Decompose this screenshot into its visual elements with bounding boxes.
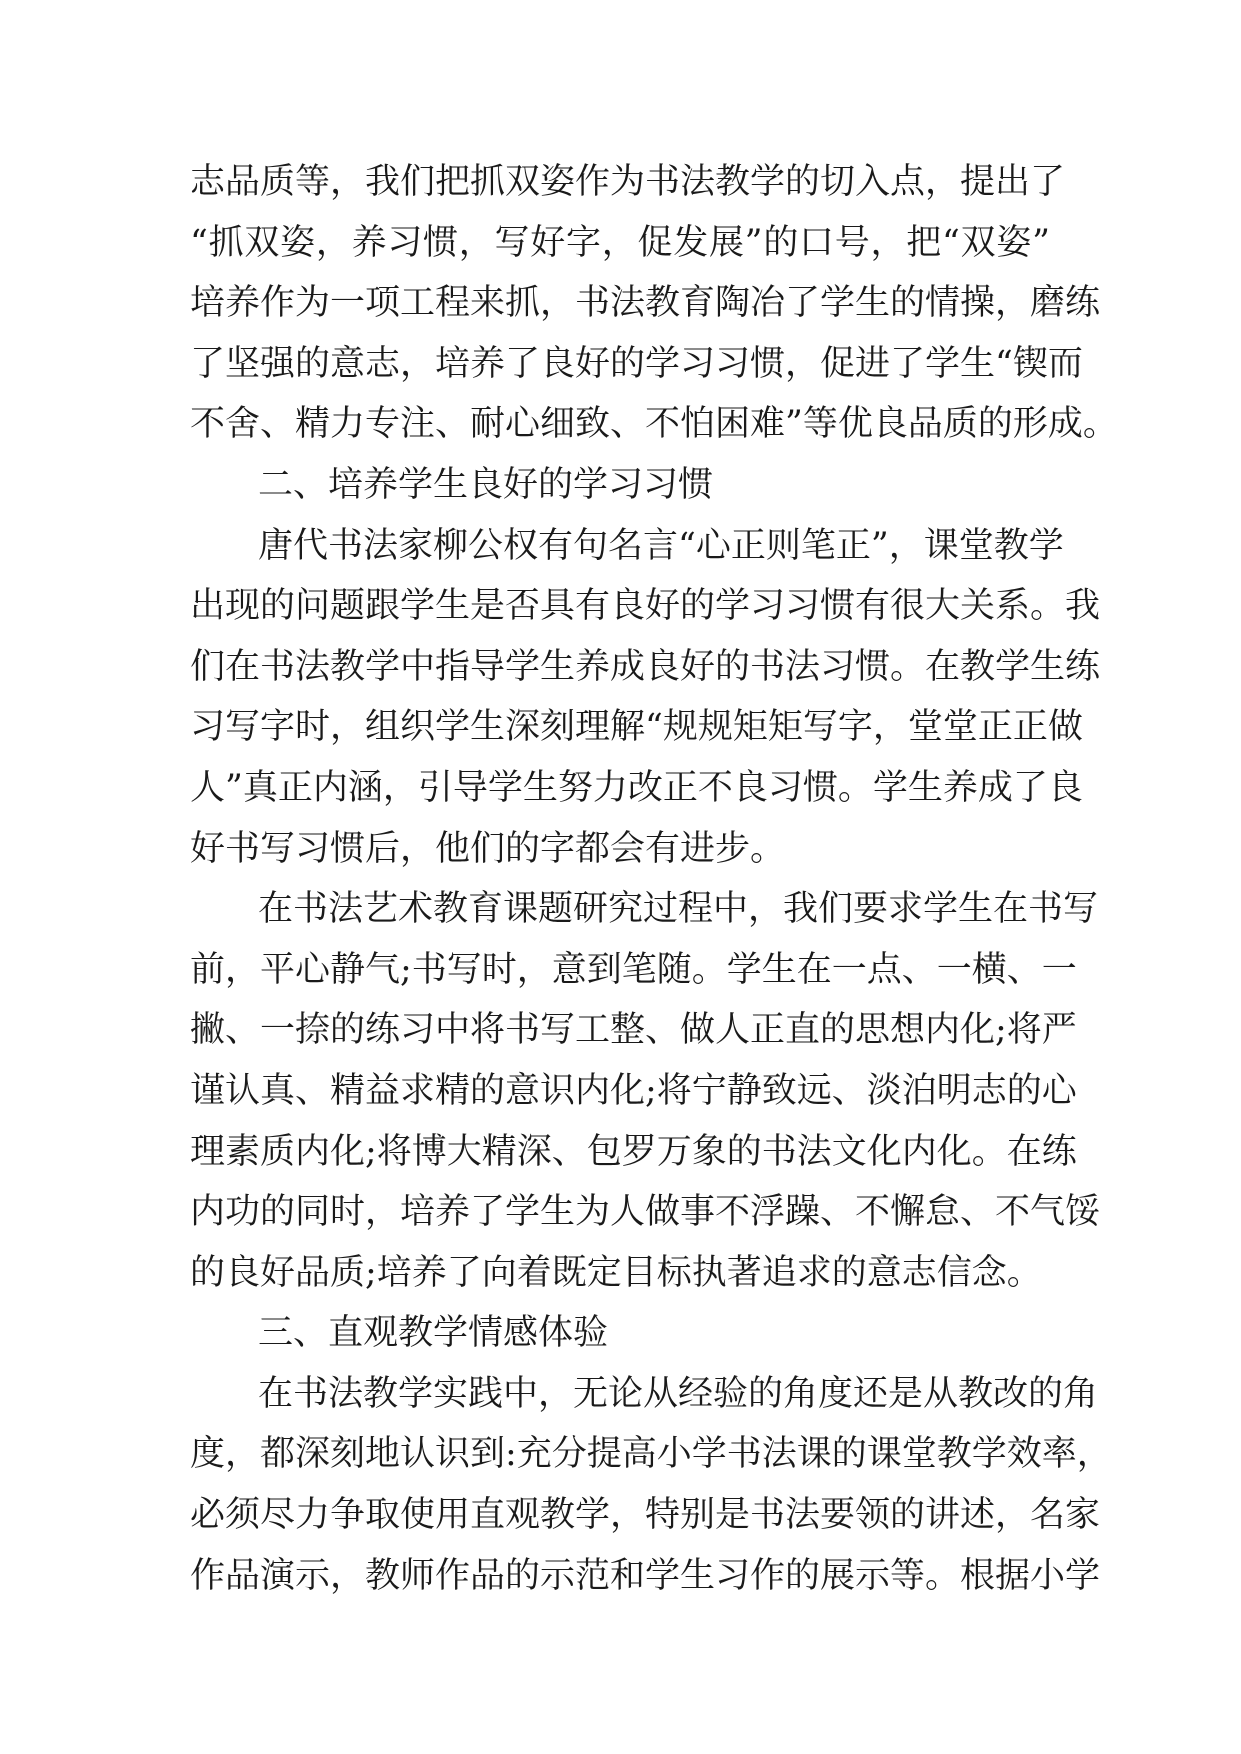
text-line: 必须尽力争取使用直观教学，特别是书法要领的讲述，名家: [190, 1495, 1101, 1536]
text-line: 二、培养学生良好的学习习惯: [258, 464, 714, 505]
body-text: [190, 152, 1118, 1606]
text-line: 好书写习惯后，他们的字都会有进步。: [190, 828, 786, 869]
text-line: 培养作为一项工程来抓，书法教育陶冶了学生的情操，磨练: [190, 283, 1101, 324]
text-line: 作品演示，教师作品的示范和学生习作的展示等。根据小学: [190, 1555, 1101, 1596]
text-line: 谨认真、精益求精的意识内化;将宁静致远、淡泊明志的心: [190, 1070, 1077, 1111]
text-line: 在书法教学实践中，无论从经验的角度还是从教改的角: [258, 1373, 1099, 1414]
text-line: 前，平心静气;书写时，意到笔随。学生在一点、一横、一: [190, 949, 1077, 990]
text-line: “抓双姿，养习惯，写好字，促发展”的口号，把“双姿”: [190, 222, 1050, 263]
text-line: 度，都深刻地认识到:充分提高小学书法课的课堂教学效率，: [190, 1434, 1112, 1475]
text-line: 习写字时，组织学生深刻理解“规规矩矩写字，堂堂正正做: [190, 707, 1083, 748]
text-line: 志品质等，我们把抓双姿作为书法教学的切入点，提出了: [190, 162, 1066, 202]
text-line: 出现的问题跟学生是否具有良好的学习习惯有很大关系。我: [190, 586, 1101, 627]
text-line: 们在书法教学中指导学生养成良好的书法习惯。在教学生练: [190, 646, 1101, 687]
text-line: 理素质内化;将博大精深、包罗万象的书法文化内化。在练: [190, 1131, 1077, 1172]
text-line: 唐代书法家柳公权有句名言“心正则笔正”，课堂教学: [258, 525, 1064, 566]
text-line: 不舍、精力专注、耐心细致、不怕困难”等优良品质的形成。: [190, 404, 1118, 445]
text-line: 内功的同时，培养了学生为人做事不浮躁、不懈怠、不气馁: [190, 1192, 1101, 1233]
text-line: 在书法艺术教育课题研究过程中，我们要求学生在书写: [258, 889, 1099, 930]
text-line: 了坚强的意志，培养了良好的学习习惯，促进了学生“锲而: [190, 343, 1083, 384]
text-line: 人”真正内涵，引导学生努力改正不良习惯。学生养成了良: [190, 767, 1083, 808]
text-line: 撇、一捺的练习中将书写工整、做人正直的思想内化;将严: [190, 1010, 1077, 1051]
text-line: 的良好品质;培养了向着既定目标执著追求的意志信念。: [190, 1252, 1042, 1293]
text-line: 三、直观教学情感体验: [258, 1313, 609, 1354]
